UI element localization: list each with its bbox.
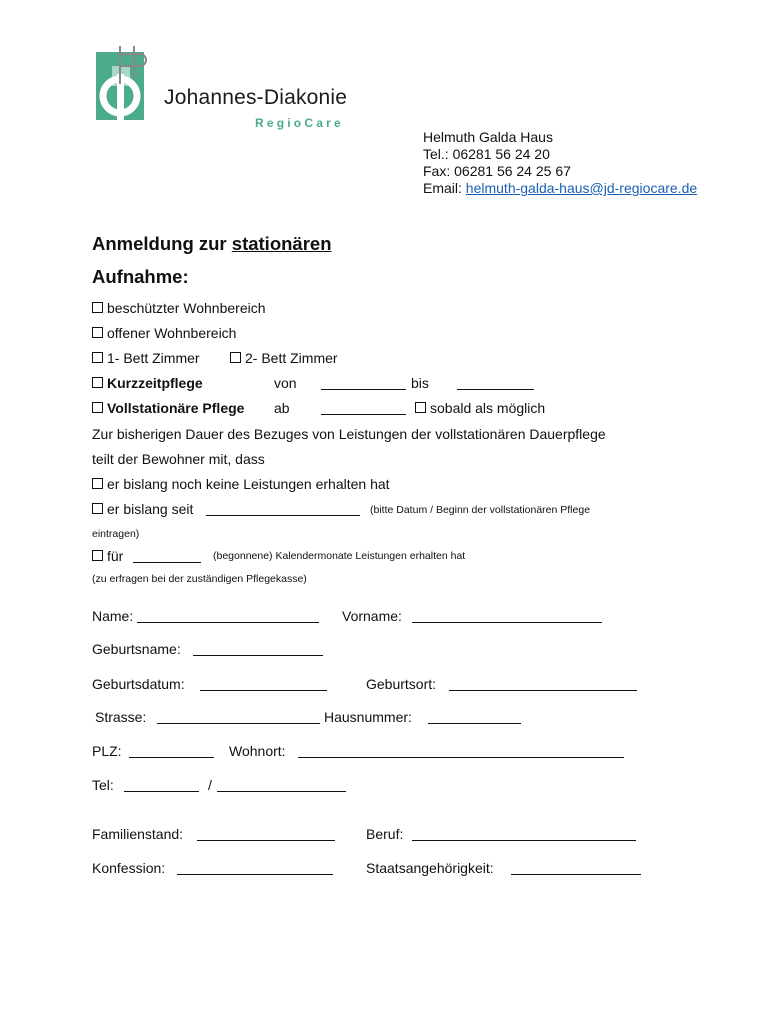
kasse-note: (zu erfragen bei der zuständigen Pflegekasse) <box>92 573 307 585</box>
option-full-label: Vollstationäre Pflege <box>107 400 245 416</box>
staatsangehoerigkeit-label: Staatsangehörigkeit: <box>366 860 494 876</box>
contact-name: Helmuth Galda Haus <box>423 129 553 145</box>
checkbox[interactable] <box>415 402 426 413</box>
since-note: (bitte Datum / Beginn der vollstationären Pflege <box>370 504 591 516</box>
strasse-label: Strasse: <box>95 709 147 725</box>
page-title <box>92 233 332 255</box>
checkbox[interactable] <box>92 377 103 388</box>
wohnort-field[interactable] <box>298 743 624 758</box>
short-bis-label: bis <box>411 375 429 391</box>
full-ab-field[interactable] <box>321 400 406 415</box>
since-date-field[interactable] <box>206 501 360 516</box>
option-none[interactable] <box>92 476 390 492</box>
beruf-field[interactable] <box>412 826 636 841</box>
checkbox[interactable] <box>92 327 103 338</box>
contact-fax: Fax: 06281 56 24 25 67 <box>423 163 571 179</box>
tel-slash: / <box>208 777 212 793</box>
brand-subtitle: RegioCare <box>255 116 344 130</box>
geburtsort-label: Geburtsort: <box>366 676 437 692</box>
option-asap[interactable] <box>415 400 545 416</box>
checkbox[interactable] <box>92 352 103 363</box>
tel-label: Tel: <box>92 777 114 793</box>
option-open[interactable] <box>92 325 236 341</box>
option-since[interactable] <box>92 501 193 517</box>
hausnummer-field[interactable] <box>428 709 521 724</box>
geburtsdatum-label: Geburtsdatum: <box>92 676 185 692</box>
contact-tel: Tel.: 06281 56 24 20 <box>423 146 550 162</box>
full-ab-label: ab <box>274 400 290 416</box>
contact-email-link[interactable]: helmuth-galda-haus@jd-regiocare.de <box>465 180 698 196</box>
option-for-label: für <box>107 548 124 564</box>
plz-label: PLZ: <box>92 743 122 759</box>
tel-number-field[interactable] <box>217 777 346 792</box>
vorname-field[interactable] <box>412 608 602 623</box>
vorname-label: Vorname: <box>342 608 402 624</box>
option-short-label: Kurzzeitpflege <box>107 375 203 391</box>
short-von-field[interactable] <box>321 375 406 390</box>
staatsangehoerigkeit-field[interactable] <box>511 860 641 875</box>
option-short[interactable] <box>92 375 203 391</box>
contact-email-row <box>423 180 697 197</box>
geburtsdatum-field[interactable] <box>200 676 327 691</box>
checkbox[interactable] <box>92 402 103 413</box>
option-room2-label: 2- Bett Zimmer <box>245 350 338 366</box>
intro-line2: teilt der Bewohner mit, dass <box>92 451 265 467</box>
months-field[interactable] <box>133 548 201 563</box>
option-none-label: er bislang noch keine Leistungen erhalten hat <box>107 476 390 492</box>
intro-line1: Zur bisherigen Dauer des Bezuges von Leistungen der vollstationären Dauerpflege <box>92 426 606 442</box>
since-note-line2: eintragen) <box>92 528 140 540</box>
option-asap-label: sobald als möglich <box>430 400 546 416</box>
familienstand-field[interactable] <box>197 826 335 841</box>
short-bis-field[interactable] <box>457 375 534 390</box>
title-part2: stationären <box>231 233 332 254</box>
contact-email-label: Email: <box>423 180 466 196</box>
checkbox[interactable] <box>92 503 103 514</box>
checkbox[interactable] <box>92 550 103 561</box>
name-field[interactable] <box>137 608 319 623</box>
konfession-label: Konfession: <box>92 860 166 876</box>
for-note: (begonnene) Kalendermonate Leistungen erhalten hat <box>213 550 466 562</box>
option-protected-label: beschützter Wohnbereich <box>107 300 266 316</box>
option-open-label: offener Wohnbereich <box>107 325 237 341</box>
option-protected[interactable] <box>92 300 266 316</box>
checkbox[interactable] <box>92 478 103 489</box>
beruf-label: Beruf: <box>366 826 404 842</box>
page-title-line2: Aufnahme: <box>92 266 189 287</box>
geburtsname-field[interactable] <box>193 641 323 656</box>
checkbox[interactable] <box>92 302 103 313</box>
title-part1: Anmeldung zur <box>92 233 232 254</box>
wohnort-label: Wohnort: <box>229 743 286 759</box>
hausnummer-label: Hausnummer: <box>324 709 412 725</box>
konfession-field[interactable] <box>177 860 333 875</box>
option-for[interactable] <box>92 548 123 564</box>
option-since-label: er bislang seit <box>107 501 194 517</box>
geburtsort-field[interactable] <box>449 676 637 691</box>
familienstand-label: Familienstand: <box>92 826 184 842</box>
brand-name: Johannes-Diakonie <box>164 86 348 109</box>
plz-field[interactable] <box>129 743 214 758</box>
strasse-field[interactable] <box>157 709 320 724</box>
option-room2[interactable] <box>230 350 338 366</box>
geburtsname-label: Geburtsname: <box>92 641 181 657</box>
short-von-label: von <box>274 375 297 391</box>
name-label: Name: <box>92 608 134 624</box>
contact-block <box>423 129 697 197</box>
option-full[interactable] <box>92 400 244 416</box>
option-room1-label: 1- Bett Zimmer <box>107 350 200 366</box>
checkbox[interactable] <box>230 352 241 363</box>
tel-area-field[interactable] <box>124 777 199 792</box>
option-room1[interactable] <box>92 350 200 366</box>
